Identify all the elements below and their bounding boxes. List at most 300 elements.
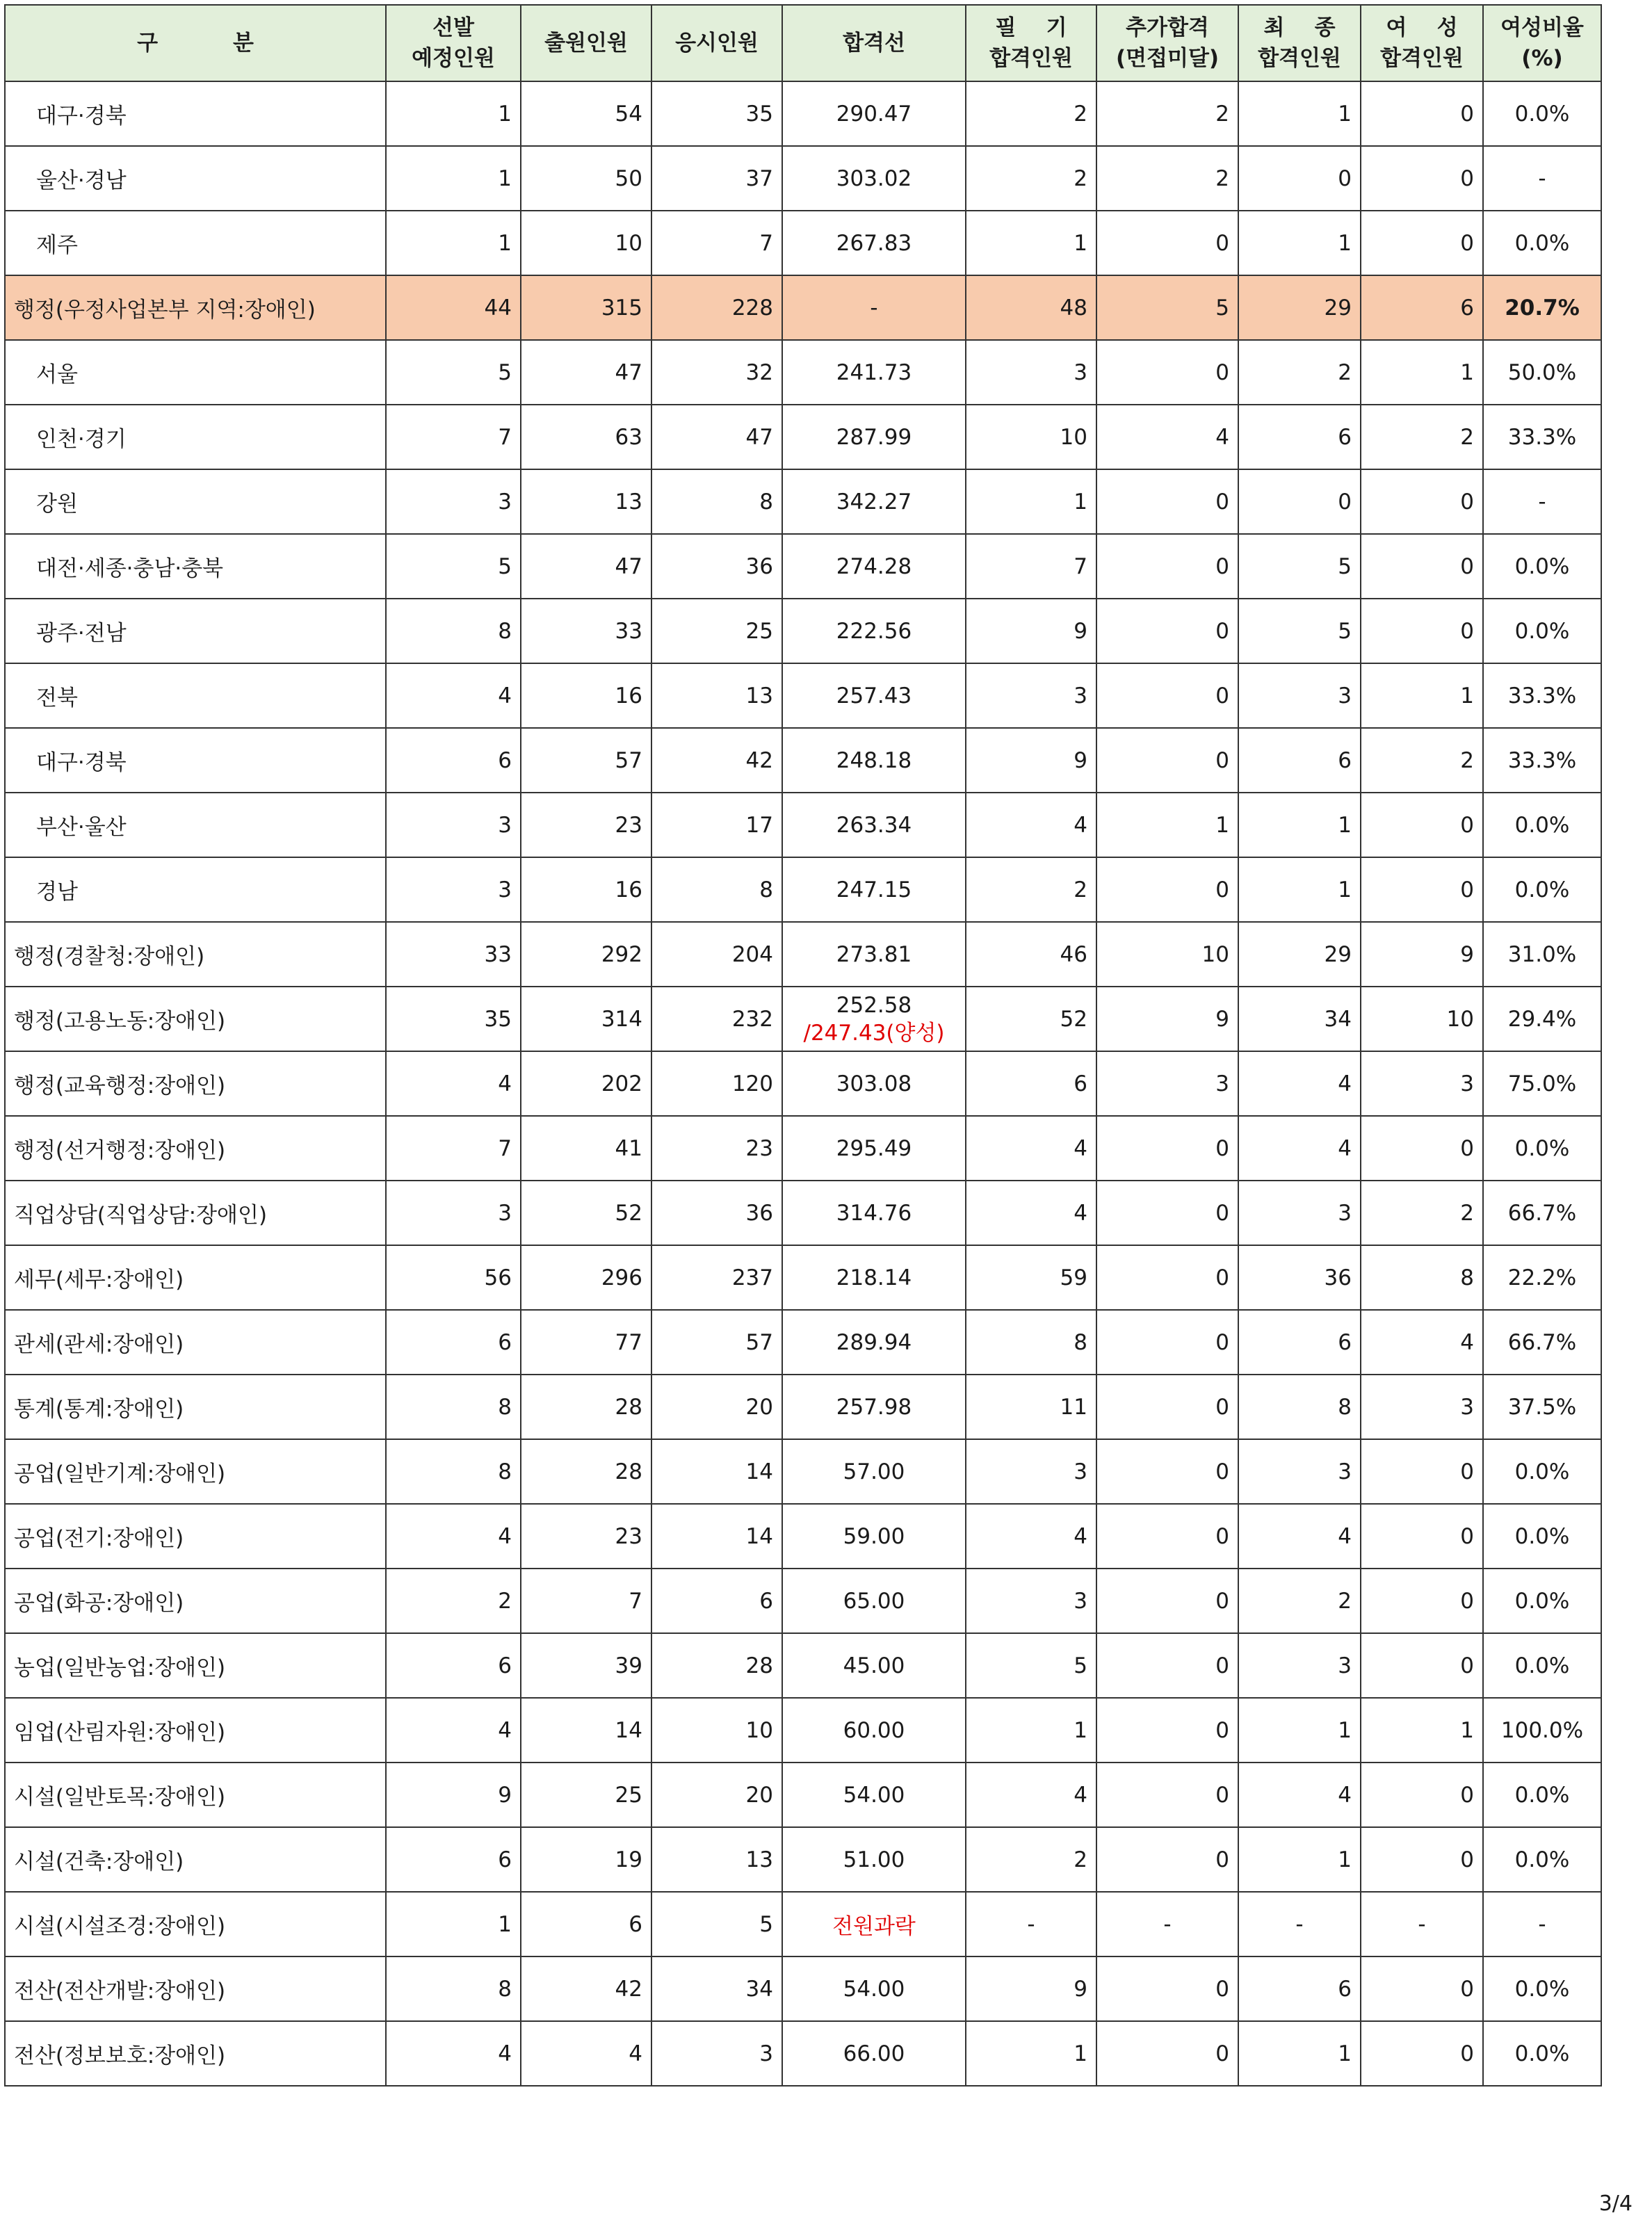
table-row [5, 469, 1601, 534]
ratio-cell: 33.3% [1483, 663, 1601, 728]
final-cell: 6 [1238, 728, 1361, 793]
table-row [5, 1375, 1601, 1439]
additional-cell: 0 [1096, 2021, 1238, 2086]
planned-cell: 6 [386, 728, 521, 793]
planned-cell: 4 [386, 663, 521, 728]
written-cell: 4 [966, 1763, 1096, 1827]
ratio-cell: 31.0% [1483, 922, 1601, 987]
final-cell: 1 [1238, 1827, 1361, 1892]
planned-cell: 1 [386, 146, 521, 211]
additional-cell: 3 [1096, 1051, 1238, 1116]
final-cell: 8 [1238, 1375, 1361, 1439]
planned-cell: 4 [386, 1504, 521, 1569]
final-cell: 3 [1238, 1181, 1361, 1245]
category-cell: 서울 [5, 340, 386, 405]
female-cell: 0 [1361, 211, 1483, 275]
applied-cell: 7 [521, 1569, 651, 1633]
applied-cell: 50 [521, 146, 651, 211]
table-row [5, 1763, 1601, 1827]
final-cell: 0 [1238, 469, 1361, 534]
ratio-cell: 0.0% [1483, 534, 1601, 599]
written-cell: 10 [966, 405, 1096, 469]
additional-cell: 0 [1096, 1763, 1238, 1827]
applied-cell: 315 [521, 275, 651, 340]
cutoff-cell: 290.47 [782, 81, 966, 146]
additional-cell: 9 [1096, 987, 1238, 1051]
table-row [5, 1051, 1601, 1116]
cutoff-cell: 295.49 [782, 1116, 966, 1181]
planned-cell: 8 [386, 1439, 521, 1504]
cutoff-cell: - [782, 275, 966, 340]
category-cell: 시설(일반토목:장애인) [5, 1763, 386, 1827]
header-female-line2: 합격인원 [1380, 46, 1464, 71]
ratio-cell: 50.0% [1483, 340, 1601, 405]
planned-cell: 1 [386, 211, 521, 275]
took-cell: 47 [651, 405, 782, 469]
female-cell: 1 [1361, 340, 1483, 405]
female-cell: 2 [1361, 728, 1483, 793]
table-row [5, 599, 1601, 663]
planned-cell: 3 [386, 469, 521, 534]
female-cell: 6 [1361, 275, 1483, 340]
applied-cell: 23 [521, 793, 651, 857]
took-cell: 25 [651, 599, 782, 663]
took-cell: 10 [651, 1698, 782, 1763]
final-cell: 0 [1238, 146, 1361, 211]
applied-cell: 13 [521, 469, 651, 534]
cutoff-cell: 248.18 [782, 728, 966, 793]
written-cell: 2 [966, 81, 1096, 146]
header-took: 응시인원 [651, 5, 782, 81]
cutoff-cell: 59.00 [782, 1504, 966, 1569]
cutoff-cell: 303.08 [782, 1051, 966, 1116]
ratio-cell: 0.0% [1483, 211, 1601, 275]
female-cell: 0 [1361, 1633, 1483, 1698]
cutoff-cell: 342.27 [782, 469, 966, 534]
written-cell: 1 [966, 1698, 1096, 1763]
final-cell: 6 [1238, 405, 1361, 469]
female-cell: 0 [1361, 1763, 1483, 1827]
table-row [5, 1569, 1601, 1633]
additional-cell: 0 [1096, 1439, 1238, 1504]
written-cell: 5 [966, 1633, 1096, 1698]
written-cell: 46 [966, 922, 1096, 987]
category-cell: 농업(일반농업:장애인) [5, 1633, 386, 1698]
table-row [5, 1504, 1601, 1569]
female-cell: 0 [1361, 1956, 1483, 2021]
female-cell: 8 [1361, 1245, 1483, 1310]
planned-cell: 8 [386, 1956, 521, 2021]
took-cell: 20 [651, 1763, 782, 1827]
table-row [5, 1245, 1601, 1310]
female-cell: 0 [1361, 1504, 1483, 1569]
table-row [5, 987, 1601, 1051]
written-cell: 2 [966, 1827, 1096, 1892]
final-cell: 6 [1238, 1956, 1361, 2021]
table-row [5, 534, 1601, 599]
applied-cell: 14 [521, 1698, 651, 1763]
ratio-cell: 0.0% [1483, 1956, 1601, 2021]
additional-cell: 0 [1096, 1698, 1238, 1763]
cutoff-cell: 314.76 [782, 1181, 966, 1245]
table-row [5, 1827, 1601, 1892]
applied-cell: 47 [521, 534, 651, 599]
category-cell: 전산(정보보호:장애인) [5, 2021, 386, 2086]
cutoff-cell [782, 987, 966, 1051]
ratio-cell: 0.0% [1483, 1763, 1601, 1827]
header-category: 구 분 [5, 5, 386, 81]
additional-cell: 0 [1096, 1569, 1238, 1633]
header-written-line2: 합격인원 [989, 46, 1073, 71]
written-cell: 1 [966, 469, 1096, 534]
category-cell: 행정(경찰청:장애인) [5, 922, 386, 987]
planned-cell: 6 [386, 1633, 521, 1698]
written-cell: 4 [966, 1181, 1096, 1245]
female-cell: 0 [1361, 1569, 1483, 1633]
table-row [5, 1181, 1601, 1245]
took-cell: 204 [651, 922, 782, 987]
planned-cell: 44 [386, 275, 521, 340]
category-cell: 강원 [5, 469, 386, 534]
applied-cell: 52 [521, 1181, 651, 1245]
header-planned [386, 5, 521, 81]
planned-cell: 5 [386, 534, 521, 599]
applied-cell: 10 [521, 211, 651, 275]
took-cell: 35 [651, 81, 782, 146]
female-cell: 0 [1361, 2021, 1483, 2086]
took-cell: 37 [651, 146, 782, 211]
took-cell: 7 [651, 211, 782, 275]
cutoff-cell: 66.00 [782, 2021, 966, 2086]
table-row [5, 81, 1601, 146]
female-cell: 9 [1361, 922, 1483, 987]
took-cell: 13 [651, 663, 782, 728]
planned-cell: 4 [386, 2021, 521, 2086]
took-cell: 120 [651, 1051, 782, 1116]
cutoff-cell: 273.81 [782, 922, 966, 987]
female-cell: 0 [1361, 469, 1483, 534]
female-cell: 1 [1361, 663, 1483, 728]
ratio-cell: 0.0% [1483, 1569, 1601, 1633]
ratio-cell: 20.7% [1483, 275, 1601, 340]
additional-cell: 0 [1096, 1504, 1238, 1569]
took-cell: 232 [651, 987, 782, 1051]
table-row [5, 340, 1601, 405]
written-cell: 3 [966, 340, 1096, 405]
took-cell: 42 [651, 728, 782, 793]
applied-cell: 23 [521, 1504, 651, 1569]
ratio-cell: 0.0% [1483, 1633, 1601, 1698]
planned-cell: 3 [386, 857, 521, 922]
written-cell: 4 [966, 793, 1096, 857]
took-cell: 14 [651, 1439, 782, 1504]
ratio-cell: 33.3% [1483, 728, 1601, 793]
additional-cell: 0 [1096, 1633, 1238, 1698]
ratio-cell: 0.0% [1483, 1439, 1601, 1504]
ratio-cell: 0.0% [1483, 1827, 1601, 1892]
planned-cell: 3 [386, 793, 521, 857]
written-cell: 3 [966, 1569, 1096, 1633]
ratio-cell: - [1483, 1892, 1601, 1956]
ratio-cell: 66.7% [1483, 1181, 1601, 1245]
table-row [5, 922, 1601, 987]
ratio-cell: 0.0% [1483, 81, 1601, 146]
category-cell: 행정(우정사업본부 지역:장애인) [5, 275, 386, 340]
header-planned-line2: 예정인원 [412, 46, 495, 71]
applied-cell: 202 [521, 1051, 651, 1116]
header-final-line2: 합격인원 [1258, 46, 1341, 71]
written-cell: 1 [966, 2021, 1096, 2086]
female-cell: 1 [1361, 1698, 1483, 1763]
applied-cell: 33 [521, 599, 651, 663]
planned-cell: 35 [386, 987, 521, 1051]
final-cell: 3 [1238, 663, 1361, 728]
applied-cell: 47 [521, 340, 651, 405]
applied-cell: 39 [521, 1633, 651, 1698]
planned-cell: 9 [386, 1763, 521, 1827]
female-cell: 10 [1361, 987, 1483, 1051]
female-cell: 0 [1361, 857, 1483, 922]
ratio-cell: 0.0% [1483, 599, 1601, 663]
header-ratio-line1: 여성비율 [1500, 15, 1584, 40]
final-cell: 6 [1238, 1310, 1361, 1375]
final-cell: 1 [1238, 857, 1361, 922]
female-cell: 0 [1361, 81, 1483, 146]
written-cell: 3 [966, 1439, 1096, 1504]
additional-cell: 2 [1096, 81, 1238, 146]
table-row [5, 1956, 1601, 2021]
category-cell: 대구·경북 [5, 728, 386, 793]
planned-cell: 8 [386, 1375, 521, 1439]
additional-cell: 0 [1096, 1245, 1238, 1310]
header-final [1238, 5, 1361, 81]
cutoff-cell: 303.02 [782, 146, 966, 211]
ratio-cell: 0.0% [1483, 1116, 1601, 1181]
category-cell: 행정(교육행정:장애인) [5, 1051, 386, 1116]
written-cell: 9 [966, 1956, 1096, 2021]
female-cell: 3 [1361, 1051, 1483, 1116]
female-cell: - [1361, 1892, 1483, 1956]
category-cell: 관세(관세:장애인) [5, 1310, 386, 1375]
header-female [1361, 5, 1483, 81]
written-cell: 52 [966, 987, 1096, 1051]
applied-cell: 314 [521, 987, 651, 1051]
category-cell: 행정(선거행정:장애인) [5, 1116, 386, 1181]
written-cell: 6 [966, 1051, 1096, 1116]
additional-cell: 0 [1096, 1375, 1238, 1439]
category-cell: 전산(전산개발:장애인) [5, 1956, 386, 2021]
table-row [5, 1698, 1601, 1763]
final-cell: - [1238, 1892, 1361, 1956]
cutoff-cell: 218.14 [782, 1245, 966, 1310]
written-cell: 59 [966, 1245, 1096, 1310]
female-cell: 0 [1361, 1827, 1483, 1892]
ratio-cell: 29.4% [1483, 987, 1601, 1051]
category-cell: 울산·경남 [5, 146, 386, 211]
written-cell: 3 [966, 663, 1096, 728]
ratio-cell: - [1483, 146, 1601, 211]
cutoff-cell: 257.43 [782, 663, 966, 728]
header-planned-line1: 선발 [432, 15, 474, 40]
header-female-line1: 여 성 [1386, 15, 1458, 40]
header-applied: 출원인원 [521, 5, 651, 81]
ratio-cell: 66.7% [1483, 1310, 1601, 1375]
category-cell: 제주 [5, 211, 386, 275]
took-cell: 32 [651, 340, 782, 405]
additional-cell: 0 [1096, 1181, 1238, 1245]
header-written [966, 5, 1096, 81]
additional-cell: 0 [1096, 1956, 1238, 2021]
additional-cell: - [1096, 1892, 1238, 1956]
category-cell: 행정(고용노동:장애인) [5, 987, 386, 1051]
planned-cell: 6 [386, 1310, 521, 1375]
cutoff-cell: 60.00 [782, 1698, 966, 1763]
additional-cell: 0 [1096, 728, 1238, 793]
applied-cell: 25 [521, 1763, 651, 1827]
planned-cell: 7 [386, 405, 521, 469]
category-cell: 세무(세무:장애인) [5, 1245, 386, 1310]
final-cell: 34 [1238, 987, 1361, 1051]
final-cell: 4 [1238, 1051, 1361, 1116]
took-cell: 57 [651, 1310, 782, 1375]
additional-cell: 1 [1096, 793, 1238, 857]
applied-cell: 54 [521, 81, 651, 146]
additional-cell: 0 [1096, 1116, 1238, 1181]
table-row [5, 211, 1601, 275]
female-cell: 4 [1361, 1310, 1483, 1375]
final-cell: 36 [1238, 1245, 1361, 1310]
applied-cell: 19 [521, 1827, 651, 1892]
ratio-cell: - [1483, 469, 1601, 534]
applied-cell: 292 [521, 922, 651, 987]
additional-cell: 4 [1096, 405, 1238, 469]
female-cell: 2 [1361, 405, 1483, 469]
written-cell: - [966, 1892, 1096, 1956]
additional-cell: 0 [1096, 663, 1238, 728]
additional-cell: 0 [1096, 1310, 1238, 1375]
written-cell: 9 [966, 599, 1096, 663]
cutoff-cell: 54.00 [782, 1763, 966, 1827]
cutoff-cell: 274.28 [782, 534, 966, 599]
planned-cell: 5 [386, 340, 521, 405]
table-row [5, 1633, 1601, 1698]
ratio-cell: 37.5% [1483, 1375, 1601, 1439]
written-cell: 2 [966, 857, 1096, 922]
took-cell: 34 [651, 1956, 782, 2021]
took-cell: 237 [651, 1245, 782, 1310]
category-cell: 인천·경기 [5, 405, 386, 469]
additional-cell: 0 [1096, 534, 1238, 599]
planned-cell: 2 [386, 1569, 521, 1633]
header-additional [1096, 5, 1238, 81]
additional-cell: 0 [1096, 1827, 1238, 1892]
category-cell: 공업(전기:장애인) [5, 1504, 386, 1569]
additional-cell: 0 [1096, 211, 1238, 275]
table-row [5, 405, 1601, 469]
table-row [5, 146, 1601, 211]
applied-cell: 16 [521, 857, 651, 922]
additional-cell: 5 [1096, 275, 1238, 340]
planned-cell: 33 [386, 922, 521, 987]
ratio-cell: 33.3% [1483, 405, 1601, 469]
ratio-cell: 0.0% [1483, 2021, 1601, 2086]
applied-cell: 4 [521, 2021, 651, 2086]
cutoff-cell: 247.15 [782, 857, 966, 922]
table-header-row [5, 5, 1601, 81]
table-row [5, 275, 1601, 340]
ratio-cell: 0.0% [1483, 1504, 1601, 1569]
cutoff-cell: 267.83 [782, 211, 966, 275]
header-final-line1: 최 종 [1263, 15, 1336, 40]
took-cell: 20 [651, 1375, 782, 1439]
final-cell: 2 [1238, 1569, 1361, 1633]
additional-cell: 0 [1096, 857, 1238, 922]
category-cell: 통계(통계:장애인) [5, 1375, 386, 1439]
female-cell: 3 [1361, 1375, 1483, 1439]
category-cell: 시설(건축:장애인) [5, 1827, 386, 1892]
took-cell: 228 [651, 275, 782, 340]
ratio-cell: 100.0% [1483, 1698, 1601, 1763]
written-cell: 11 [966, 1375, 1096, 1439]
applied-cell: 77 [521, 1310, 651, 1375]
cutoff-cell: 65.00 [782, 1569, 966, 1633]
category-cell: 공업(화공:장애인) [5, 1569, 386, 1633]
planned-cell: 4 [386, 1698, 521, 1763]
applied-cell: 16 [521, 663, 651, 728]
final-cell: 29 [1238, 922, 1361, 987]
final-cell: 4 [1238, 1504, 1361, 1569]
exam-results-table [4, 4, 1602, 2087]
cutoff-cell: 57.00 [782, 1439, 966, 1504]
took-cell: 36 [651, 534, 782, 599]
header-additional-line2: (면접미달) [1115, 46, 1220, 71]
table-row [5, 663, 1601, 728]
category-cell: 광주·전남 [5, 599, 386, 663]
final-cell: 2 [1238, 340, 1361, 405]
final-cell: 5 [1238, 599, 1361, 663]
cutoff-cell: 222.56 [782, 599, 966, 663]
female-cell: 2 [1361, 1181, 1483, 1245]
final-cell: 4 [1238, 1116, 1361, 1181]
planned-cell: 6 [386, 1827, 521, 1892]
final-cell: 4 [1238, 1763, 1361, 1827]
header-ratio [1483, 5, 1601, 81]
category-cell: 대전·세종·충남·충북 [5, 534, 386, 599]
took-cell: 6 [651, 1569, 782, 1633]
table-row [5, 1310, 1601, 1375]
planned-cell: 56 [386, 1245, 521, 1310]
category-cell: 시설(시설조경:장애인) [5, 1892, 386, 1956]
category-cell: 전북 [5, 663, 386, 728]
header-additional-line1: 추가합격 [1126, 15, 1209, 40]
category-cell: 부산·울산 [5, 793, 386, 857]
cutoff-cell: 전원과락 [782, 1892, 966, 1956]
female-cell: 0 [1361, 793, 1483, 857]
written-cell: 9 [966, 728, 1096, 793]
additional-cell: 2 [1096, 146, 1238, 211]
additional-cell: 0 [1096, 340, 1238, 405]
final-cell: 5 [1238, 534, 1361, 599]
took-cell: 3 [651, 2021, 782, 2086]
written-cell: 48 [966, 275, 1096, 340]
applied-cell: 296 [521, 1245, 651, 1310]
took-cell: 23 [651, 1116, 782, 1181]
category-cell: 임업(산림자원:장애인) [5, 1698, 386, 1763]
table-row [5, 793, 1601, 857]
female-cell: 0 [1361, 146, 1483, 211]
cutoff-cell: 289.94 [782, 1310, 966, 1375]
applied-cell: 63 [521, 405, 651, 469]
